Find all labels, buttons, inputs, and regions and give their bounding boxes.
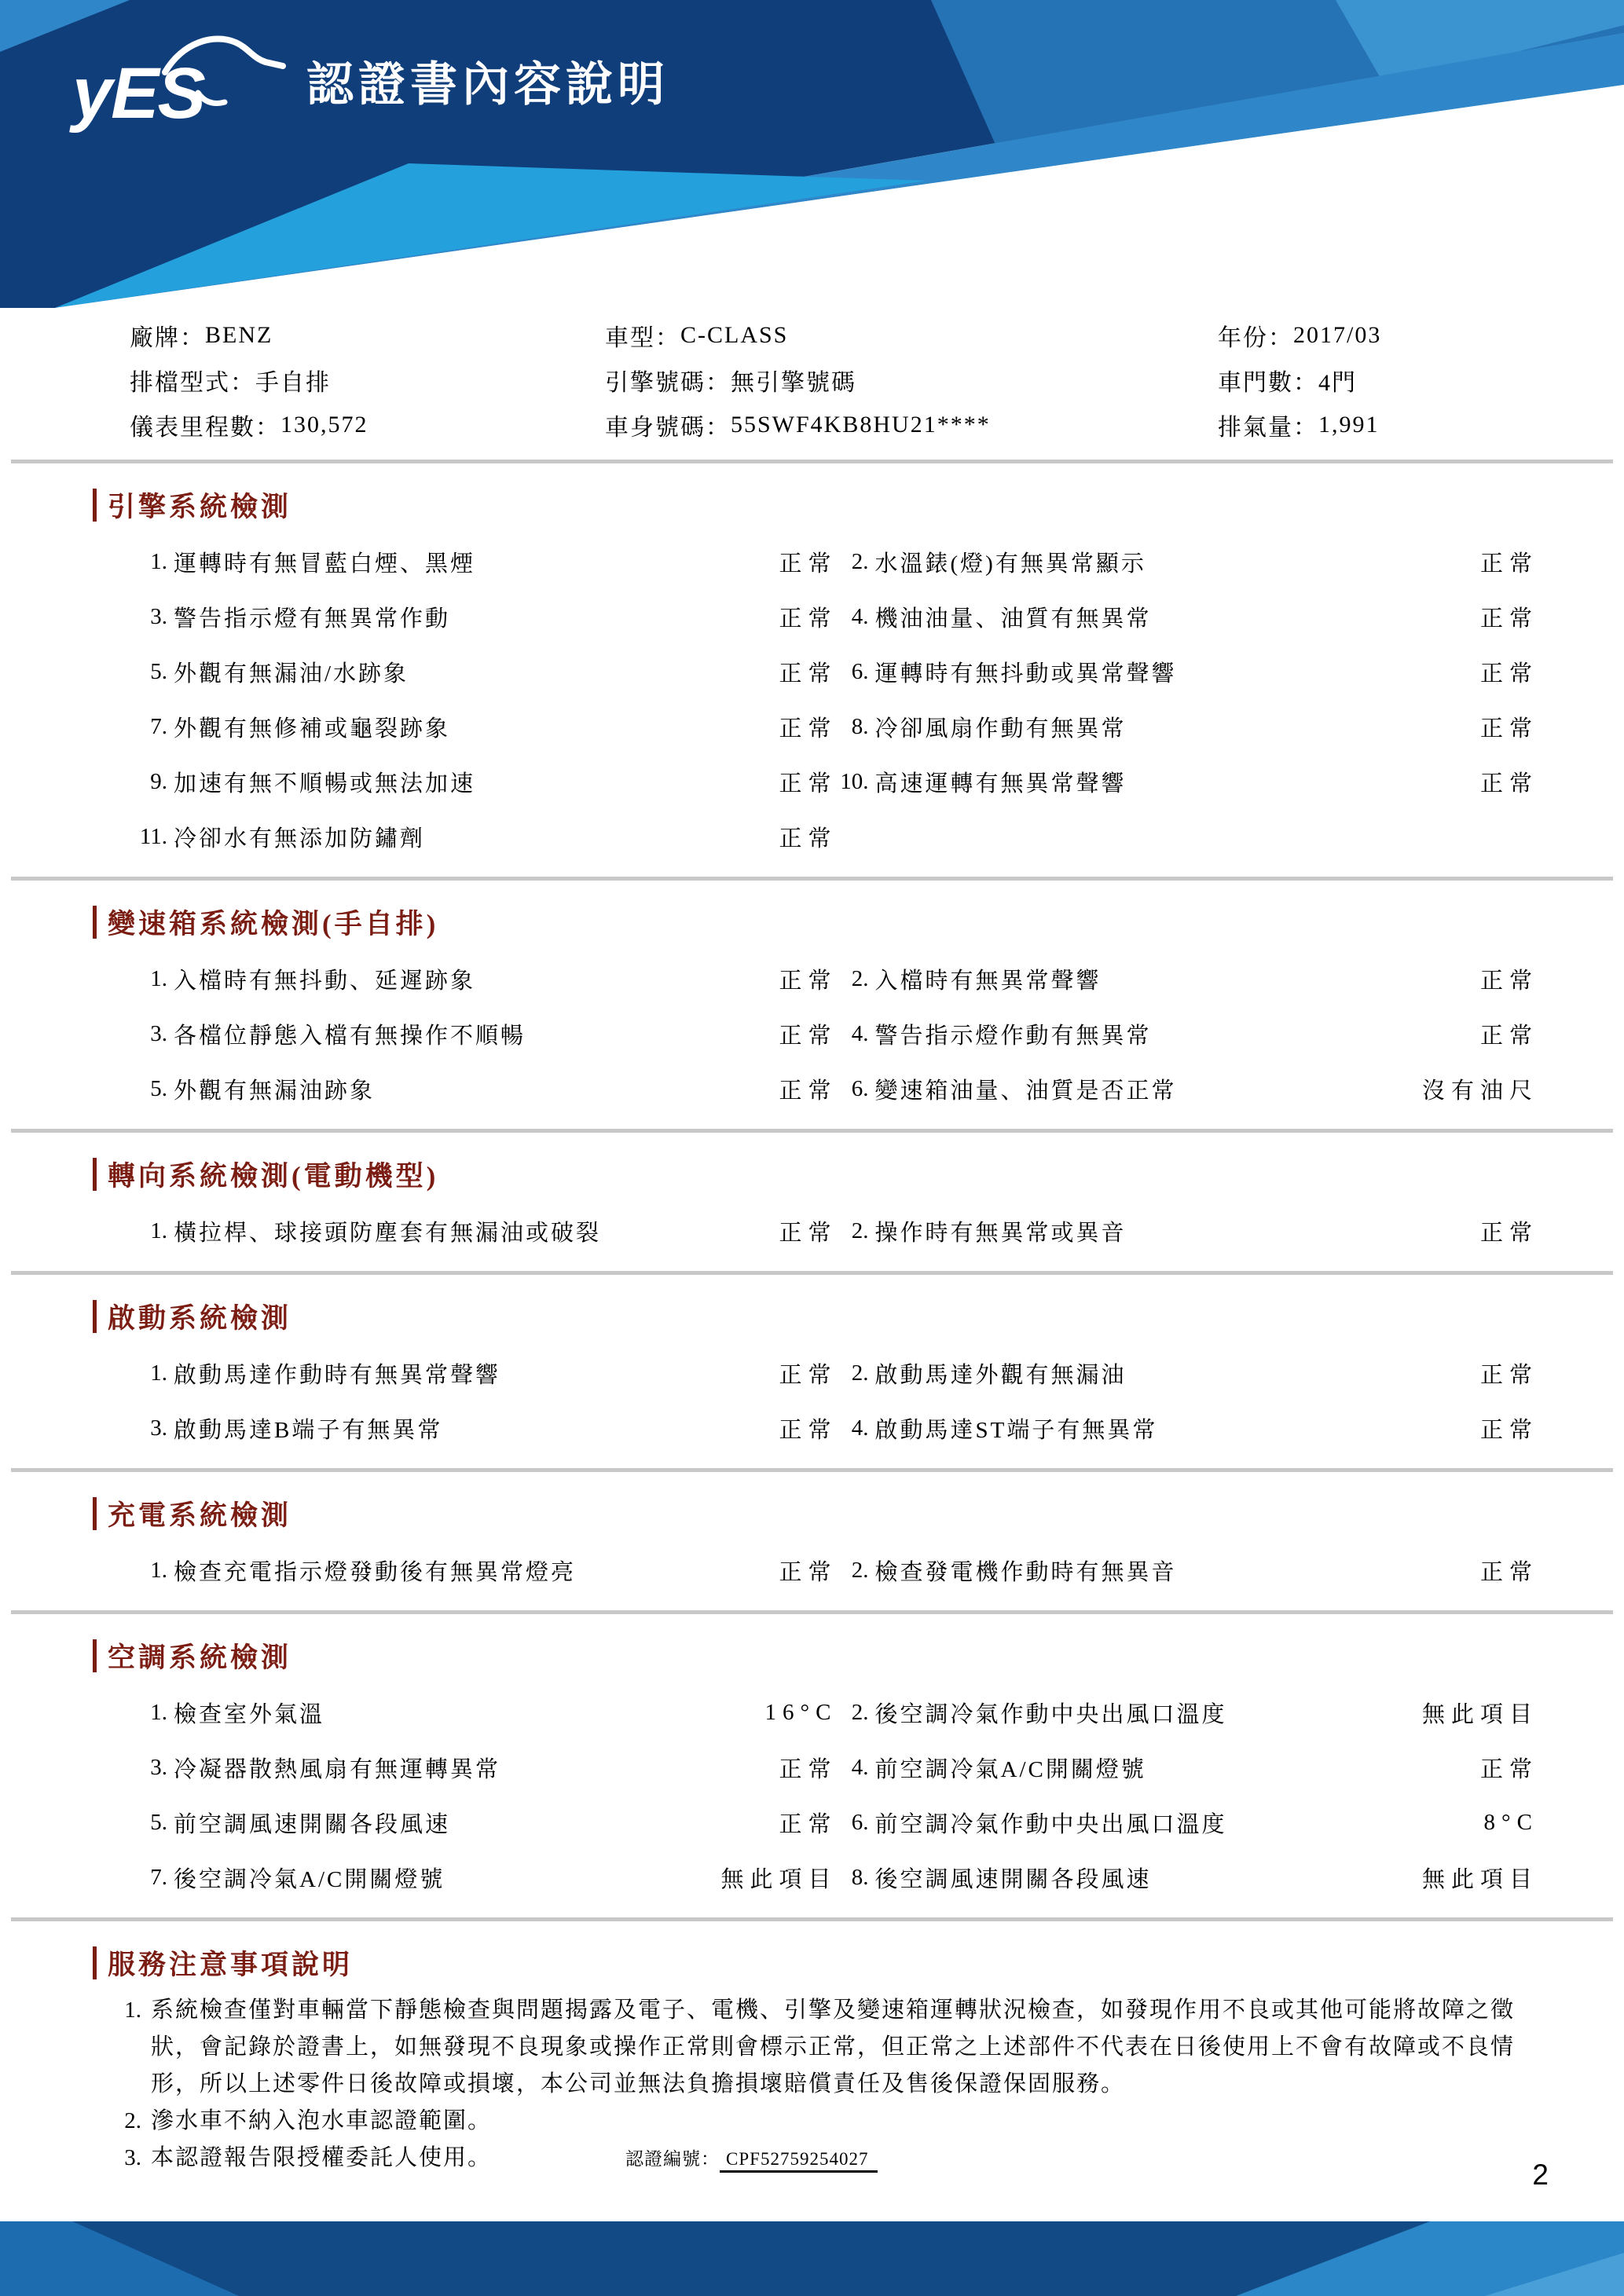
info-field — [605, 357, 1218, 402]
inspection-items — [130, 1346, 1538, 1456]
item-text: 後空調冷氣A/C開關燈號 — [174, 1866, 445, 1892]
item-text: 警告指示燈有無異常作動 — [174, 606, 451, 632]
item-status: 無此項目 — [1421, 1701, 1538, 1727]
inspection-items — [130, 1543, 1538, 1598]
info-label: 車門數： — [1218, 369, 1318, 396]
section-header — [93, 1298, 1624, 1335]
item-text: 外觀有無修補或龜裂跡象 — [174, 716, 451, 742]
inspection-item — [831, 1850, 1538, 1905]
logo-text: yES — [72, 53, 204, 134]
item-text: 水溫錶(燈)有無異常顯示 — [874, 551, 1146, 577]
item-status: 16°C — [764, 1699, 838, 1725]
item-text: 啟動馬達外觀有無漏油 — [874, 1362, 1127, 1388]
inspection-item — [130, 644, 838, 699]
item-text: 冷凝器散熱風扇有無運轉異常 — [174, 1756, 501, 1782]
item-number: 3. — [150, 1754, 167, 1780]
info-value: 1,991 — [1318, 411, 1380, 438]
item-text: 運轉時有無抖動或異常聲響 — [874, 661, 1177, 687]
note-item — [102, 2103, 1530, 2140]
inspection-item — [831, 1740, 1538, 1795]
cert-label: 認證編號： — [625, 2149, 720, 2169]
item-text: 操作時有無異常或異音 — [874, 1220, 1127, 1246]
info-label: 排檔型式： — [130, 369, 255, 396]
item-text: 運轉時有無冒藍白煙、黑煙 — [174, 551, 476, 577]
document-body — [0, 313, 1624, 2177]
note-item — [102, 2140, 1530, 2177]
info-field — [130, 402, 605, 447]
item-number: 2. — [851, 1218, 869, 1243]
item-status: 正常 — [1479, 1756, 1538, 1782]
info-label: 廠牌： — [130, 324, 205, 351]
section-header — [93, 1156, 1624, 1192]
inspection-item — [130, 1543, 838, 1598]
item-text: 冷卻水有無添加防鏽劑 — [174, 826, 426, 851]
item-status: 正常 — [779, 1362, 838, 1388]
inspection-item — [130, 1740, 838, 1795]
inspection-item — [130, 1006, 838, 1061]
item-text: 前空調冷氣A/C開關燈號 — [874, 1756, 1146, 1782]
inspection-item — [130, 1401, 838, 1456]
item-text: 檢查充電指示燈發動後有無異常燈亮 — [174, 1559, 577, 1585]
inspection-item — [130, 1795, 838, 1850]
item-number: 4. — [851, 1754, 869, 1780]
note-item — [102, 1992, 1530, 2103]
item-status: 正常 — [1479, 1417, 1538, 1443]
item-text: 檢查發電機作動時有無異音 — [874, 1559, 1177, 1585]
inspection-item — [130, 534, 838, 589]
inspection-items — [130, 951, 1538, 1116]
item-number: 2. — [851, 965, 869, 991]
item-number: 5. — [150, 1809, 167, 1835]
footer-navy-shape — [72, 2221, 1430, 2296]
inspection-item — [130, 1203, 838, 1258]
inspection-item — [831, 534, 1538, 589]
inspection-item — [831, 589, 1538, 644]
item-status: 正常 — [1479, 551, 1538, 577]
item-number: 1. — [150, 1699, 167, 1725]
info-label: 儀表里程數： — [130, 414, 280, 441]
item-number: 8. — [851, 713, 869, 739]
info-field — [130, 313, 605, 357]
divider — [11, 1129, 1613, 1133]
inspection-item — [130, 699, 838, 754]
section-title: 引擎系統檢測 — [108, 492, 292, 522]
divider — [11, 1610, 1613, 1614]
item-number: 7. — [150, 713, 167, 739]
inspection-item — [831, 754, 1538, 809]
item-status: 正常 — [779, 1417, 838, 1443]
info-field — [605, 313, 1218, 357]
section-title-bar — [93, 1946, 97, 1979]
item-number: 6. — [851, 658, 869, 684]
item-number: 11. — [139, 823, 167, 849]
info-value: 130,572 — [280, 411, 368, 438]
item-text: 後空調冷氣作動中央出風口溫度 — [874, 1701, 1227, 1727]
item-number: 3. — [150, 1020, 167, 1046]
section-title-bar — [93, 489, 97, 522]
item-status: 正常 — [779, 551, 838, 577]
item-status: 正常 — [779, 661, 838, 687]
item-number: 1. — [150, 548, 167, 574]
item-status: 正常 — [779, 716, 838, 742]
item-status: 正常 — [779, 1078, 838, 1104]
vehicle-info — [0, 313, 1624, 447]
inspection-item — [130, 809, 838, 864]
item-text: 警告指示燈作動有無異常 — [874, 1023, 1152, 1049]
section-title-bar — [93, 1158, 97, 1191]
note-number: 2. — [124, 2108, 141, 2133]
info-field — [605, 402, 1218, 447]
item-text: 後空調風速開關各段風速 — [874, 1866, 1152, 1892]
info-field — [1218, 357, 1624, 402]
item-number: 6. — [851, 1075, 869, 1101]
section-header — [93, 1638, 1624, 1674]
inspection-items — [130, 1685, 1538, 1905]
inspection-item — [130, 1850, 838, 1905]
inspection-item — [130, 1061, 838, 1116]
item-number: 4. — [851, 1020, 869, 1046]
note-text: 本認證報告限授權委託人使用。 — [151, 2145, 493, 2170]
item-status: 正常 — [779, 1220, 838, 1246]
section-title-bar — [93, 1497, 97, 1530]
item-text: 高速運轉有無異常聲響 — [874, 771, 1127, 796]
item-status: 正常 — [779, 968, 838, 994]
item-number: 2. — [851, 548, 869, 574]
item-number: 4. — [851, 603, 869, 629]
info-label: 年份： — [1218, 324, 1293, 351]
divider — [11, 877, 1613, 881]
item-text: 外觀有無漏油跡象 — [174, 1078, 376, 1104]
item-status: 正常 — [779, 1756, 838, 1782]
item-status: 沒有油尺 — [1421, 1078, 1538, 1104]
section-header — [93, 904, 1624, 940]
item-status: 無此項目 — [1421, 1866, 1538, 1892]
item-status: 正常 — [1479, 716, 1538, 742]
item-text: 外觀有無漏油/水跡象 — [174, 661, 409, 687]
section-header — [93, 1945, 1624, 1981]
section-title: 服務注意事項說明 — [108, 1950, 354, 1980]
inspection-item — [130, 1346, 838, 1401]
header-banner — [0, 0, 1624, 338]
info-value: 4門 — [1318, 369, 1357, 396]
item-status: 正常 — [779, 606, 838, 632]
inspection-item — [831, 1006, 1538, 1061]
item-status: 無此項目 — [720, 1866, 838, 1892]
note-text: 系統檢查僅對車輛當下靜態檢查與問題揭露及電子、電機、引擎及變速箱運轉狀況檢查，如發現作用不良或其他可能將故障之徵狀，會記錄於證書上，如無發現不良現象或操作正常則會標示正常，但正常之上述部件不代表在日後使用上不會有故障或不良情形，所以上述零件日後故障或損壞，本公司並無法負擔損壞賠償責任及售後保證保固服務。 — [151, 1998, 1516, 2096]
section-aircon — [0, 1638, 1624, 1921]
certification-line — [625, 2140, 878, 2177]
divider — [11, 1468, 1613, 1472]
inspection-item — [130, 589, 838, 644]
section-title-bar — [93, 906, 97, 939]
item-number: 9. — [150, 768, 167, 794]
item-text: 啟動馬達ST端子有無異常 — [874, 1417, 1158, 1443]
inspection-items — [130, 534, 1538, 864]
inspection-item — [831, 1685, 1538, 1740]
item-number: 1. — [150, 1218, 167, 1243]
divider — [11, 1271, 1613, 1275]
section-steering — [0, 1156, 1624, 1275]
inspection-item — [831, 644, 1538, 699]
info-value: 無引擎號碼 — [731, 369, 856, 396]
page-title: 認證書內容說明 — [306, 58, 669, 111]
item-number: 5. — [150, 1075, 167, 1101]
inspection-items — [130, 1203, 1538, 1258]
section-title: 轉向系統檢測(電動機型) — [108, 1161, 439, 1192]
info-value: 手自排 — [255, 369, 331, 396]
note-number: 3. — [124, 2145, 141, 2170]
info-label: 車型： — [605, 324, 680, 351]
item-text: 啟動馬達作動時有無異常聲響 — [174, 1362, 501, 1388]
divider — [11, 460, 1613, 463]
inspection-item — [831, 699, 1538, 754]
footer-banner — [0, 2221, 1624, 2296]
item-number: 2. — [851, 1557, 869, 1583]
item-text: 前空調冷氣作動中央出風口溫度 — [874, 1811, 1227, 1837]
info-label: 引擎號碼： — [605, 369, 731, 396]
section-starting — [0, 1298, 1624, 1472]
item-number: 3. — [150, 603, 167, 629]
inspection-item — [130, 1685, 838, 1740]
item-status: 正常 — [779, 771, 838, 796]
item-number: 7. — [150, 1864, 167, 1890]
item-text: 檢查室外氣溫 — [174, 1701, 325, 1727]
item-status: 正常 — [1479, 661, 1538, 687]
item-text: 入檔時有無抖動、延遲跡象 — [174, 968, 476, 994]
info-field — [130, 357, 605, 402]
info-value: 55SWF4KB8HU21**** — [731, 411, 991, 438]
page-number: 2 — [1532, 2159, 1549, 2191]
notes-section — [0, 1945, 1624, 2177]
item-number: 1. — [150, 965, 167, 991]
item-status: 正常 — [1479, 1023, 1538, 1049]
inspection-item — [831, 1203, 1538, 1258]
item-text: 冷卻風扇作動有無異常 — [874, 716, 1127, 742]
inspection-item — [831, 951, 1538, 1006]
inspection-item — [831, 1401, 1538, 1456]
item-status: 正常 — [779, 1023, 838, 1049]
info-field — [1218, 402, 1624, 447]
item-status: 正常 — [1479, 968, 1538, 994]
item-number: 6. — [851, 1809, 869, 1835]
section-header — [93, 487, 1624, 523]
section-title-bar — [93, 1300, 97, 1333]
item-number: 10. — [840, 768, 869, 794]
item-number: 1. — [150, 1557, 167, 1583]
info-field — [1218, 313, 1624, 357]
info-label: 車身號碼： — [605, 414, 731, 441]
section-charging — [0, 1496, 1624, 1614]
item-number: 3. — [150, 1415, 167, 1441]
inspection-item — [130, 754, 838, 809]
section-transmission — [0, 904, 1624, 1133]
item-status: 正常 — [1479, 606, 1538, 632]
item-number: 2. — [851, 1360, 869, 1386]
inspection-item — [130, 951, 838, 1006]
item-status: 正常 — [1479, 771, 1538, 796]
inspection-item — [831, 1795, 1538, 1850]
info-value: BENZ — [205, 321, 273, 348]
item-number: 2. — [851, 1699, 869, 1725]
note-text: 滲水車不納入泡水車認證範圍。 — [151, 2108, 493, 2133]
item-status: 正常 — [1479, 1220, 1538, 1246]
section-title: 空調系統檢測 — [108, 1642, 292, 1673]
sections — [0, 487, 1624, 1921]
inspection-item — [831, 1543, 1538, 1598]
info-value: C-CLASS — [680, 321, 789, 348]
info-label: 排氣量： — [1218, 414, 1318, 441]
item-status: 正常 — [779, 826, 838, 851]
section-header — [93, 1496, 1624, 1532]
item-text: 變速箱油量、油質是否正常 — [874, 1078, 1177, 1104]
section-title: 變速箱系統檢測(手自排) — [108, 909, 439, 939]
inspection-item — [831, 1346, 1538, 1401]
item-text: 機油油量、油質有無異常 — [874, 606, 1152, 632]
section-title: 充電系統檢測 — [108, 1500, 292, 1531]
section-title: 啟動系統檢測 — [108, 1303, 292, 1334]
item-status: 8°C — [1483, 1809, 1538, 1835]
item-number: 8. — [851, 1864, 869, 1890]
item-status: 正常 — [779, 1811, 838, 1837]
item-number: 5. — [150, 658, 167, 684]
item-status: 正常 — [1479, 1362, 1538, 1388]
item-number: 4. — [851, 1415, 869, 1441]
item-text: 加速有無不順暢或無法加速 — [174, 771, 476, 796]
inspection-item — [831, 1061, 1538, 1116]
item-status: 正常 — [1479, 1559, 1538, 1585]
cert-number: CPF52759254027 — [720, 2149, 878, 2173]
item-text: 橫拉桿、球接頭防塵套有無漏油或破裂 — [174, 1220, 602, 1246]
item-status: 正常 — [779, 1559, 838, 1585]
item-number: 1. — [150, 1360, 167, 1386]
divider — [11, 1917, 1613, 1921]
item-text: 前空調風速開關各段風速 — [174, 1811, 451, 1837]
note-number: 1. — [124, 1998, 141, 2023]
item-text: 入檔時有無異常聲響 — [874, 968, 1102, 994]
info-value: 2017/03 — [1293, 321, 1382, 348]
item-text: 啟動馬達B端子有無異常 — [174, 1417, 443, 1443]
item-text: 各檔位靜態入檔有無操作不順暢 — [174, 1023, 526, 1049]
section-title-bar — [93, 1639, 97, 1672]
section-engine — [0, 487, 1624, 881]
